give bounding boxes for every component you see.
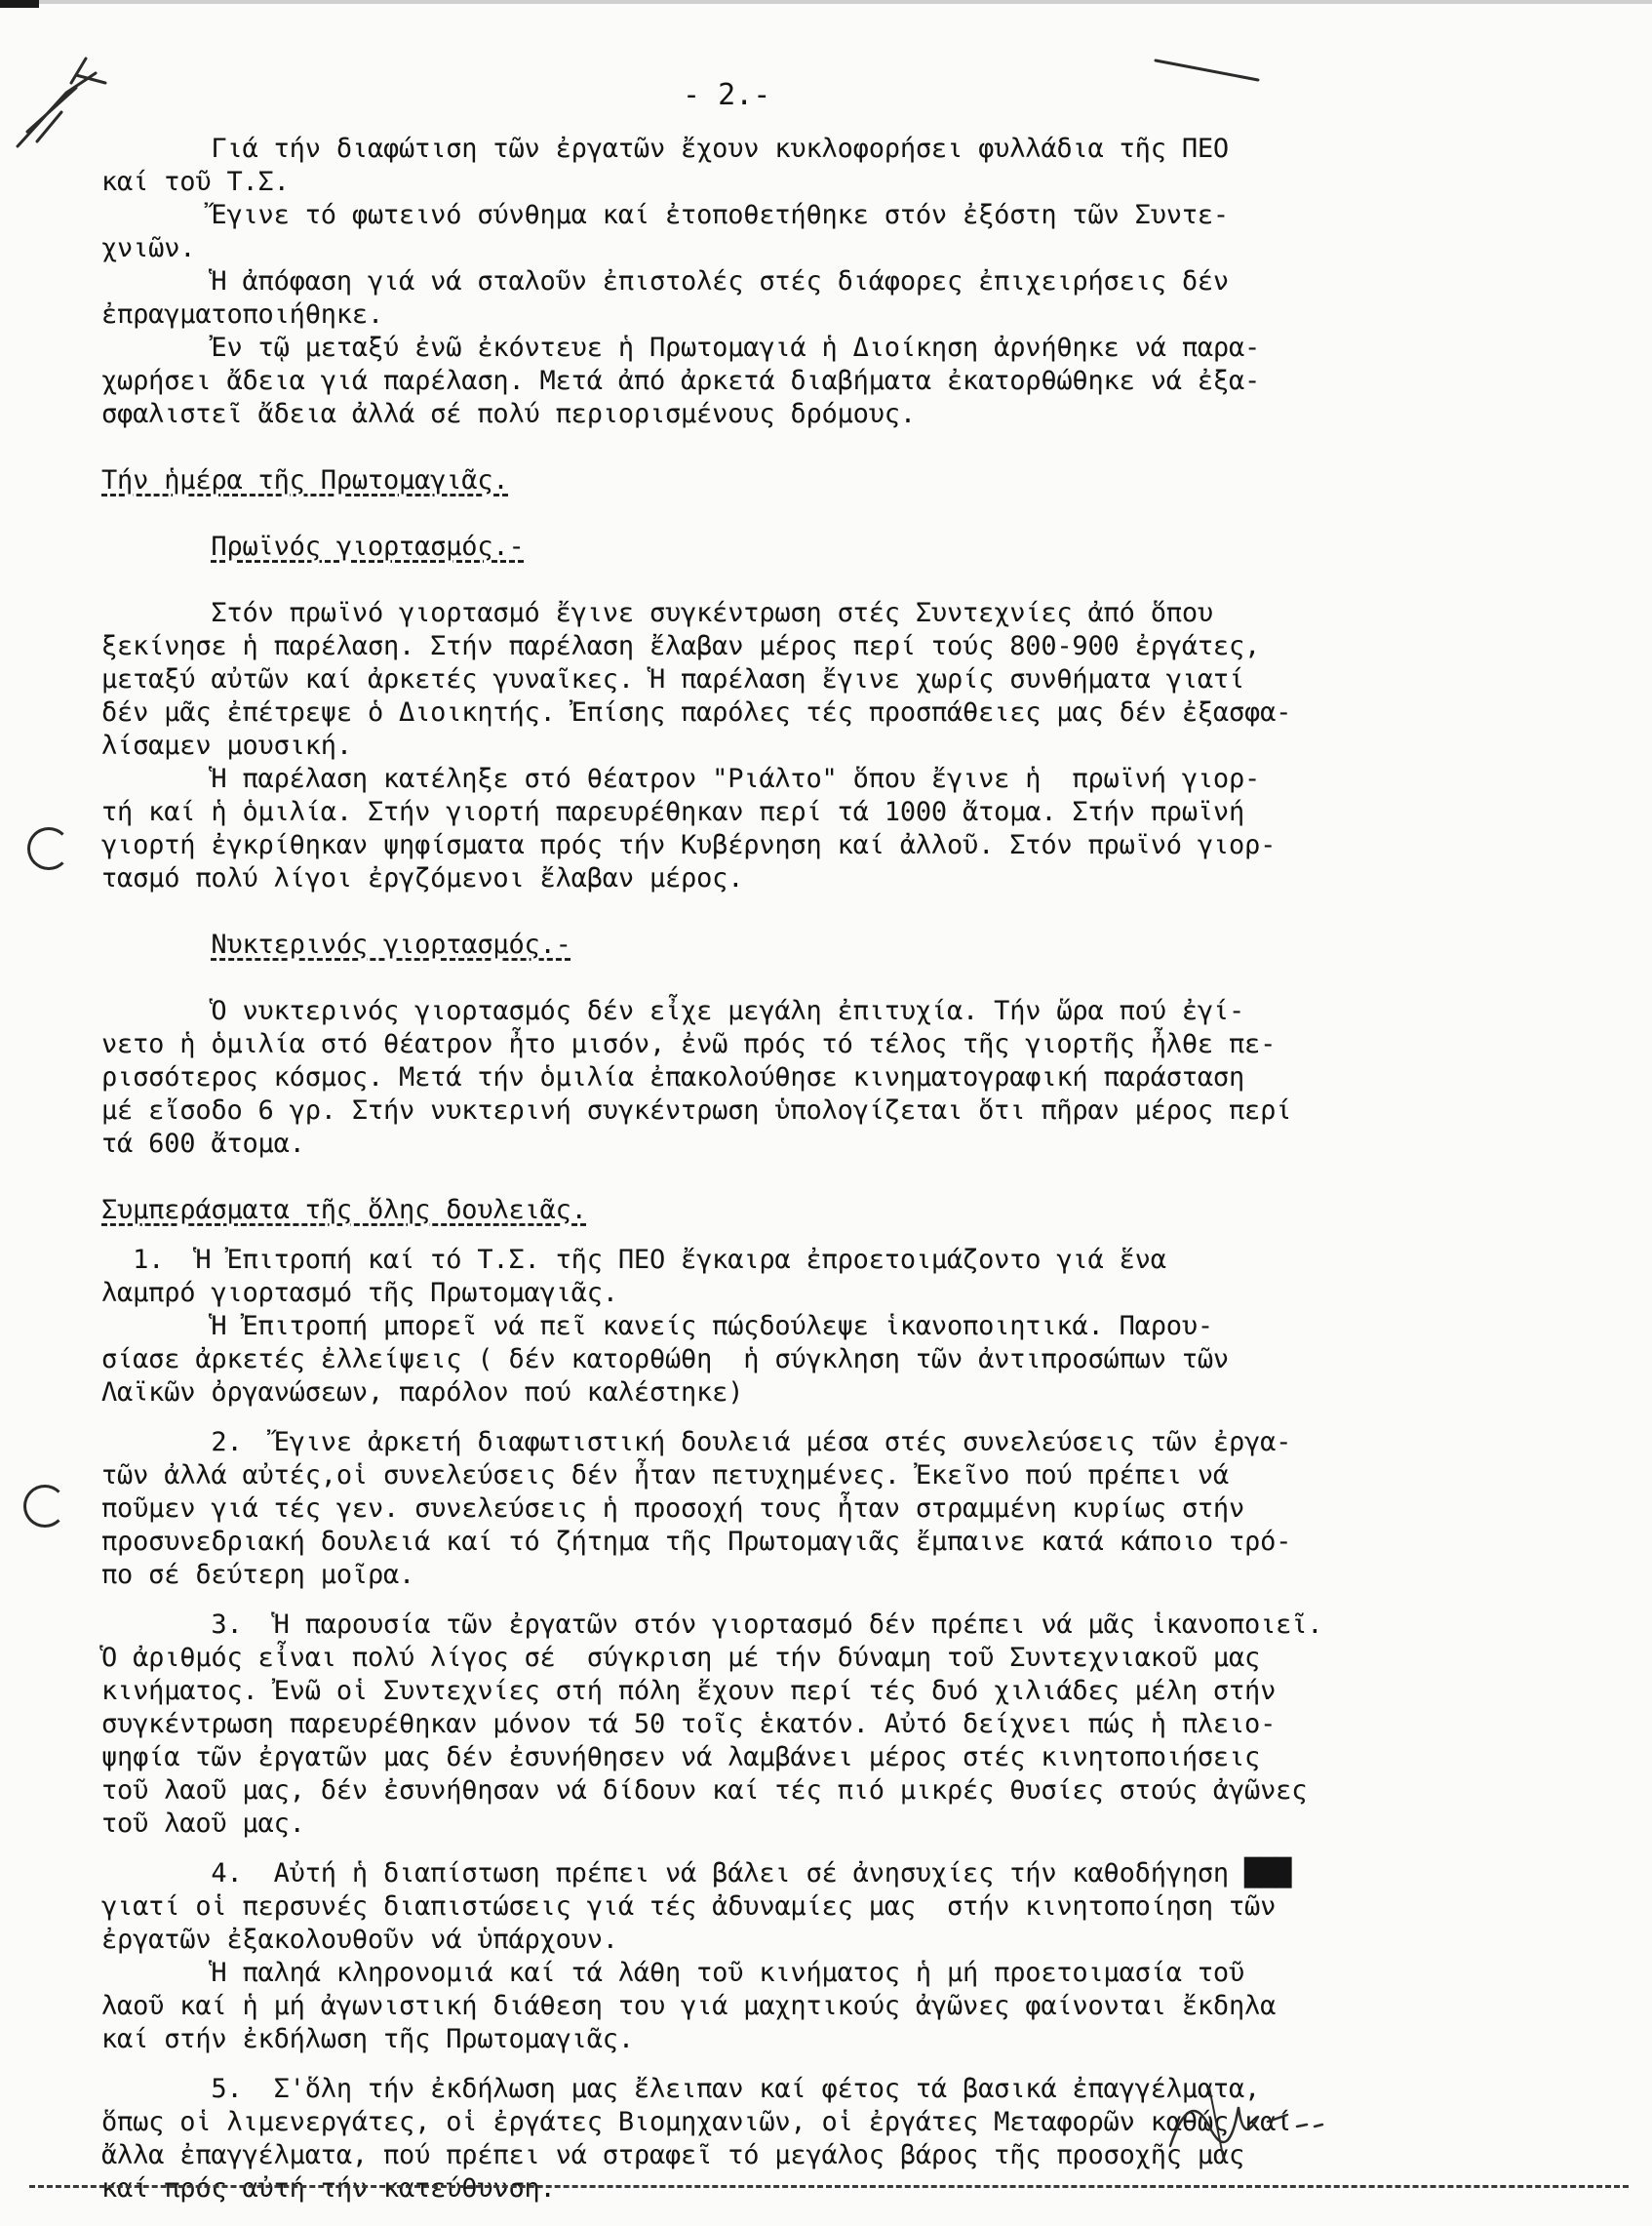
text-line: λίσαμεν μουσική.: [101, 731, 352, 761]
text-line: Ἐν τῷ μεταξύ ἐνῶ ἐκόντευε ἡ Πρωτομαγιά ἡ Διοίκηση ἀρνήθηκε νά παρα-: [101, 333, 1261, 363]
text-line: Λαϊκῶν ὀργανώσεων, παρόλον πού καλέστηκε): [101, 1377, 744, 1408]
text-line: γιατί οἱ περσυνές διαπιστώσεις γιά τές ἀδυναμίες μας στήν κινητοποίηση τῶν: [101, 1891, 1277, 1922]
text-line: Ἡ παρέλαση κατέληξε στό θέατρον "Ριάλτο" ὅπου ἔγινε ἡ πρωϊνή γιορ-: [101, 764, 1261, 794]
text-line: τῶν ἀλλά αὐτές,οἱ συνελεύσεις δέν ἦταν πετυχημένες. Ἐκεῖνο πού πρέπει νά: [101, 1460, 1229, 1491]
text-line: λαμπρό γιορτασμό τῆς Πρωτομαγιᾶς.: [101, 1278, 618, 1308]
text-line: λαοῦ καί ἡ μή ἀγωνιστική διάθεση του γιά μαχητικούς ἀγῶνες φαίνονται ἔκδηλα: [101, 1991, 1277, 2021]
text-line: 2. Ἔγινε ἀρκετή διαφωτιστική δουλειά μέσα στές συνελεύσεις τῶν ἐργα-: [101, 1427, 1292, 1457]
text-line: 1. Ἡ Ἐπιτροπή καί τό Τ.Σ. τῆς ΠΕΟ ἔγκαιρα ἐπροετοιμάζοντο γιά ἕνα: [101, 1245, 1166, 1275]
punch-hole-upper: [27, 827, 70, 870]
text-line: Ὁ ἀριθμός εἶναι πολύ λίγος σέ σύγκριση μέ τήν δύναμη τοῦ Συντεχνιακοῦ μας: [101, 1643, 1261, 1673]
paragraph-gap: [101, 1841, 1603, 1857]
text-line: ὅπως οἱ λιμενεργάτες, οἱ ἐργάτες Βιομηχανιῶν, οἱ ἐργάτες Μεταφορῶν καθώς καί: [101, 2107, 1292, 2137]
text-line: χωρήσει ἄδεια γιά παρέλαση. Μετά ἀπό ἀρκετά διαβήματα ἐκατορθώθηκε νά ἐξα-: [101, 366, 1261, 396]
text-line: κινήματος. Ἐνῶ οἱ Συντεχνίες στή πόλη ἔχουν περί τές δυό χιλιάδες μέλη στήν: [101, 1676, 1277, 1706]
text-line: τασμό πολύ λίγοι ἐργζόμενοι ἔλαβαν μέρος.: [101, 863, 744, 894]
paragraph-gap: [101, 1227, 1603, 1244]
text-line: καί τοῦ Τ.Σ.: [101, 167, 290, 197]
handwritten-signature: [1151, 2068, 1385, 2166]
section-subheading: Πρωϊνός γιορτασμός.-: [211, 532, 525, 562]
text-line: ψηφία τῶν ἐργατῶν μας δέν ἐσυνήθησεν νά λαμβάνει μέρος στές κινητοποιήσεις: [101, 1742, 1261, 1772]
text-line: τά 600 ἄτομα.: [101, 1129, 305, 1159]
text-line: Ἡ παληά κληρονομιά καί τά λάθη τοῦ κινήματος ἡ μή προετοιμασία τοῦ: [101, 1958, 1245, 1988]
paragraph-gap: [101, 497, 1603, 531]
text-line: νετο ἡ ὁμιλία στό θέατρον ἦτο μισόν, ἐνῶ πρός τό τέλος τῆς γιορτῆς ἦλθε πε-: [101, 1029, 1277, 1059]
text-line: καί στήν ἐκδήλωση τῆς Πρωτομαγιᾶς.: [101, 2024, 634, 2054]
paragraph-gap: [101, 431, 1603, 464]
text-line: τή καί ἡ ὁμιλία. Στήν γιορτή παρευρέθηκαν περί τά 1000 ἄτομα. Στήν πρωϊνή: [101, 797, 1245, 827]
bottom-dashed-rule: [29, 2185, 1629, 2188]
text-line: προσυνεδριακή δουλειά καί τό ζήτημα τῆς Πρωτομαγιᾶς ἔμπαινε κατά κάποιο τρό-: [101, 1527, 1292, 1557]
text-line: Στόν πρωϊνό γιορτασμό ἔγινε συγκέντρωση στές Συντεχνίες ἀπό ὅπου: [101, 598, 1213, 628]
text-line: 3. Ἡ παρουσία τῶν ἐργατῶν στόν γιορτασμό δέν πρέπει νά μᾶς ἱκανοποιεῖ.: [101, 1610, 1323, 1640]
document-body: [101, 133, 1603, 2206]
text-line: ἐργατῶν ἐξακολουθοῦν νά ὑπάρχουν.: [101, 1925, 618, 1955]
text-line: σίασε ἀρκετές ἐλλείψεις ( δέν κατορθώθη ἡ σύγκληση τῶν ἀντιπροσώπων τῶν: [101, 1344, 1229, 1374]
text-line: καί πρός αὐτή τήν κατεύθυνση.: [101, 2173, 556, 2204]
text-line: συγκέντρωση παρευρέθηκαν μόνον τά 50 τοῖς ἑκατόν. Αὐτό δείχνει πώς ἡ πλειο-: [101, 1709, 1277, 1739]
corner-mark: [0, 0, 39, 8]
text-line: γιορτή ἐγκρίθηκαν ψηφίσματα πρός τήν Κυβέρνηση καί ἀλλοῦ. Στόν πρωϊνό γιορ-: [101, 830, 1277, 860]
text-line: ποῦμεν γιά τές γεν. συνελεύσεις ἡ προσοχή τους ἦταν στραμμένη κυρίως στήν: [101, 1493, 1245, 1524]
section-heading: Τήν ἡμέρα τῆς Πρωτομαγιᾶς.: [101, 465, 509, 496]
paragraph-gap: [101, 1161, 1603, 1194]
punch-hole-lower: [23, 1485, 66, 1528]
text-line: τοῦ λαοῦ μας.: [101, 1809, 305, 1839]
paragraph-gap: [101, 962, 1603, 995]
text-line: Ἔγινε τό φωτεινό σύνθημα καί ἐτοποθετήθηκε στόν ἐξόστη τῶν Συντε-: [101, 200, 1229, 230]
text-line: ξεκίνησε ἡ παρέλαση. Στήν παρέλαση ἔλαβαν μέρος περί τούς 800-900 ἐργάτες,: [101, 631, 1261, 661]
paragraph-gap: [101, 895, 1603, 929]
paragraph-gap: [101, 564, 1603, 597]
paragraph-gap: [101, 1410, 1603, 1426]
text-line: ἄλλα ἐπαγγέλματα, πού πρέπει νά στραφεῖ τό μεγάλος βάρος τῆς προσοχῆς μας: [101, 2140, 1245, 2170]
page-number: - 2.-: [683, 78, 771, 112]
text-line: μεταξύ αὐτῶν καί ἀρκετές γυναῖκες. Ἡ παρέλαση ἔγινε χωρίς συνθήματα γιατί: [101, 664, 1245, 695]
section-heading: Συμπεράσματα τῆς ὅλης δουλειᾶς.: [101, 1195, 587, 1225]
text-line: σφαλιστεῖ ἄδεια ἀλλά σέ πολύ περιορισμένους δρόμους.: [101, 399, 916, 429]
text-line: ἐπραγματοποιήθηκε.: [101, 299, 383, 330]
text-line: πο σέ δεύτερη μοῖρα.: [101, 1560, 415, 1590]
text-line: δέν μᾶς ἐπέτρεψε ὁ Διοικητής. Ἐπίσης παρόλες τές προσπάθειες μας δέν ἐξασφα-: [101, 697, 1292, 728]
text-line: ρισσότερος κόσμος. Μετά τήν ὁμιλία ἐπακολούθησε κινηματογραφική παράσταση: [101, 1062, 1245, 1093]
text-line: Ἡ ἀπόφαση γιά νά σταλοῦν ἐπιστολές στές διάφορες ἐπιχειρήσεις δέν: [101, 266, 1229, 297]
text-line: Ἡ Ἐπιτροπή μπορεῖ νά πεῖ κανείς πώςδούλεψε ἱκανοποιητικά. Παρου-: [101, 1311, 1213, 1341]
section-subheading: Νυκτερινός γιορτασμός.-: [211, 930, 571, 960]
text-line: 5. Σ'ὅλη τήν ἐκδήλωση μας ἔλειπαν καί φέτος τά βασικά ἐπαγγέλματα,: [101, 2074, 1261, 2104]
text-line: μέ εἴσοδο 6 γρ. Στήν νυκτερινή συγκέντρωση ὑπολογίζεται ὅτι πῆραν μέρος περί: [101, 1095, 1292, 1126]
text-line: Γιά τήν διαφώτιση τῶν ἐργατῶν ἔχουν κυκλοφορήσει φυλλάδια τῆς ΠΕΟ: [101, 134, 1229, 164]
text-line: τοῦ λαοῦ μας, δέν ἐσυνήθησαν νά δίδουν καί τές πιό μικρές θυσίες στούς ἀγῶνες: [101, 1775, 1308, 1806]
text-line: 4. Αὐτή ἡ διαπίστωση πρέπει νά βάλει σέ ἀνησυχίες τήν καθοδήγηση ███: [101, 1858, 1292, 1888]
top-pen-stroke: [1151, 51, 1268, 90]
page-top-edge: [0, 0, 1652, 4]
paragraph-gap: [101, 1592, 1603, 1609]
text-line: Ὁ νυκτερινός γιορτασμός δέν εἶχε μεγάλη ἐπιτυχία. Τήν ὥρα πού ἐγί-: [101, 996, 1245, 1026]
text-line: χνιῶν.: [101, 233, 196, 263]
